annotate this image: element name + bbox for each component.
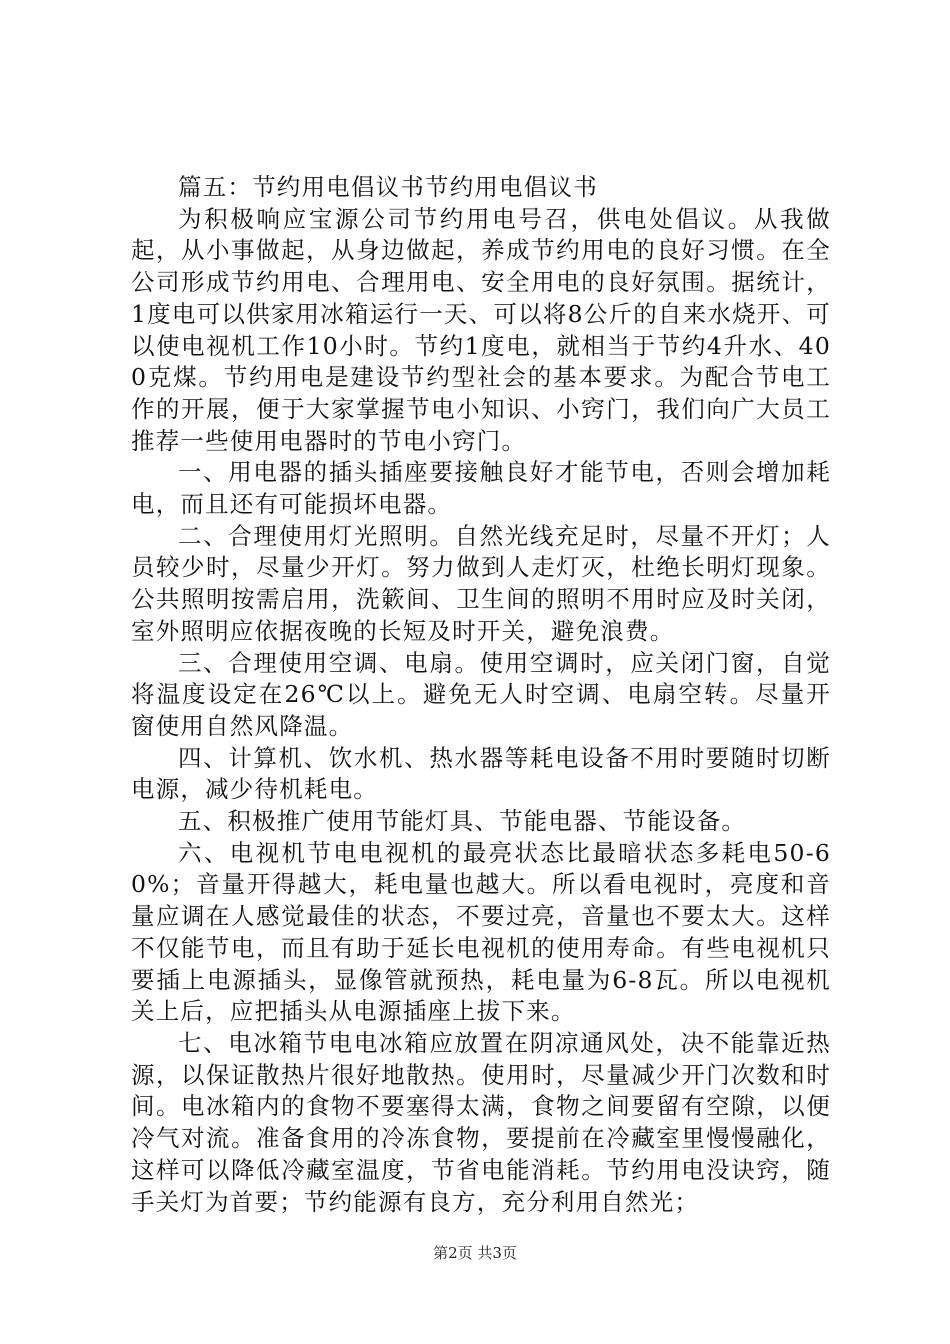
paragraph-item-5: 五、积极推广使用节能灯具、节能电器、节能设备。 <box>178 807 747 836</box>
paragraph-item-7: 七、电冰箱节电电冰箱应放置在阴凉通风处，决不能靠近热源，以保证散热片很好地散热。使用时，尽量减少开门次数和时间。电冰箱内的食物不要塞得太满，食物之间要留有空隙，以便冷气对流。准备食用的冷冻食物，要提前在冷藏室里慢慢融化，这样可以降低冷藏室温度，节省电能消耗。节约用电没诀窍，随手关灯为首要；节约能源有良方，充分利用自然光； <box>131 1028 831 1216</box>
paragraph-item-1: 一、用电器的插头插座要接触良好才能节电，否则会增加耗电，而且还有可能损坏电器。 <box>131 458 831 519</box>
paragraph-item-6: 六、电视机节电电视机的最亮状态比最暗状态多耗电50-60%；音量开得越大，耗电量也越大。所以看电视时，亮度和音量应调在人感觉最佳的状态，不要过亮，音量也不要太大。这样不仅能节电，而且有助于延长电视机的使用寿命。有些电视机只要插上电源插头，显像管就预热，耗电量为6-8瓦。所以电视机关上后，应把插头从电源插座上拔下来。 <box>131 838 831 1026</box>
paragraph-item-3: 三、合理使用空调、电扇。使用空调时，应关闭门窗，自觉将温度设定在26℃以上。避免无人时空调、电扇空转。尽量开窗使用自然风降温。 <box>131 648 831 740</box>
paragraph-intro: 为积极响应宝源公司节约用电号召，供电处倡议。从我做起，从小事做起，从身边做起，养成节约用电的良好习惯。在全公司形成节约用电、合理用电、安全用电的良好氛围。据统计，1度电可以供家用冰箱运行一天、可以将8公斤的自来水烧开、可以使电视机工作10小时。节约1度电，就相当于节约4升水、400克煤。节约用电是建设节约型社会的基本要求。为配合节电工作的开展，便于大家掌握节电小知识、小窍门，我们向广大员工推荐一些使用电器时的节电小窍门。 <box>131 204 831 455</box>
document-body <box>131 172 831 1218</box>
document-title-line: 篇五：节约用电倡议书节约用电倡议书 <box>178 173 598 201</box>
page-number-footer: 第2页 共3页 <box>433 1244 517 1262</box>
paragraph-item-4: 四、计算机、饮水机、热水器等耗电设备不用时要随时切断电源，减少待机耗电。 <box>131 743 831 804</box>
paragraph-item-2: 二、合理使用灯光照明。自然光线充足时，尽量不开灯；人员较少时，尽量少开灯。努力做到人走灯灭，杜绝长明灯现象。公共照明按需启用，洗簌间、卫生间的照明不用时应及时关闭，室外照明应依据夜晚的长短及时开关，避免浪费。 <box>131 521 831 645</box>
